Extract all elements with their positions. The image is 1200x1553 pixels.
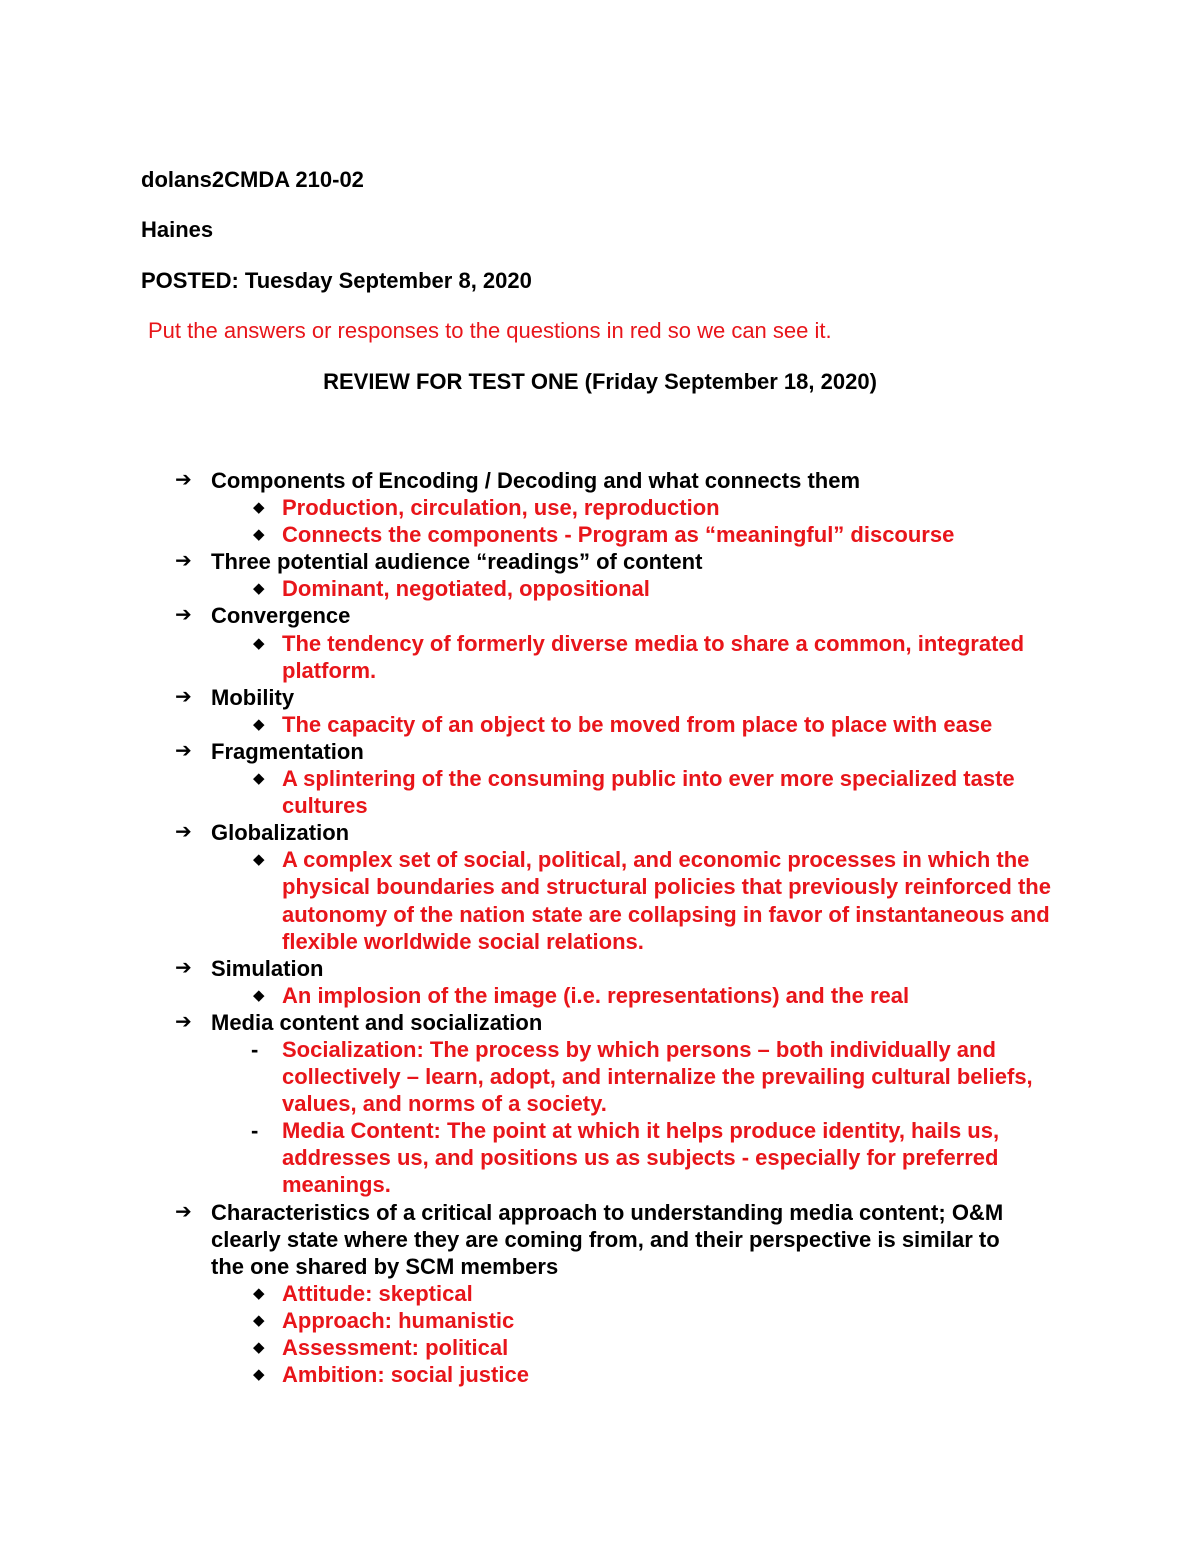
right-arrow-icon: ➔ bbox=[175, 685, 192, 708]
instructor-name: Haines bbox=[141, 217, 214, 242]
answer-item bbox=[0, 630, 1062, 684]
answer-item bbox=[0, 575, 1062, 602]
answer-item bbox=[0, 1361, 1062, 1388]
diamond-bullet-icon: ◆ bbox=[253, 1284, 265, 1302]
instruction-text: Put the answers or responses to the questions in red so we can see it. bbox=[148, 318, 832, 343]
answer-text: Approach: humanistic bbox=[282, 1307, 515, 1333]
answer-text: A splintering of the consuming public into ever more specialized taste cultures bbox=[282, 766, 1015, 819]
answer-item bbox=[0, 1334, 1062, 1361]
topic-item bbox=[0, 955, 1031, 982]
review-title: REVIEW FOR TEST ONE (Friday September 18, 2020) bbox=[323, 369, 877, 394]
topic-item bbox=[0, 819, 1031, 846]
diamond-bullet-icon: ◆ bbox=[253, 526, 265, 544]
answer-item bbox=[0, 521, 1062, 548]
topic-item bbox=[0, 1199, 1031, 1280]
answer-text: Media Content: The point at which it helps produce identity, hails us, addresses us, and positions us as subjects - especially for preferred meanings. bbox=[282, 1118, 1000, 1198]
answer-item bbox=[0, 982, 1062, 1009]
answer-text: Socialization: The process by which persons – both individually and collectively – learn, adopt, and internalize the prevailing cultural beliefs, values, and norms of a society. bbox=[282, 1036, 1033, 1117]
topic-item bbox=[0, 1009, 1031, 1036]
topic-label: Mobility bbox=[211, 684, 295, 710]
right-arrow-icon: ➔ bbox=[175, 1010, 192, 1033]
answer-item bbox=[0, 1117, 1062, 1198]
right-arrow-icon: ➔ bbox=[175, 550, 192, 573]
topic-label: Simulation bbox=[211, 955, 324, 981]
right-arrow-icon: ➔ bbox=[175, 739, 192, 762]
topic-label: Components of Encoding / Decoding and what connects them bbox=[211, 468, 861, 493]
diamond-bullet-icon: ◆ bbox=[253, 715, 265, 733]
topic-item bbox=[0, 684, 1031, 711]
course-line: dolans2CMDA 210-02 bbox=[141, 167, 364, 192]
answer-text: Assessment: political bbox=[282, 1335, 509, 1360]
topic-item bbox=[0, 738, 1031, 765]
right-arrow-icon: ➔ bbox=[175, 469, 192, 491]
answer-text: Ambition: social justice bbox=[282, 1362, 529, 1388]
topic-label: Media content and socialization bbox=[211, 1009, 543, 1035]
answer-text: A complex set of social, political, and economic processes in which the physical boundaries and structural policies that previously reinforced the autonomy of the nation state are collapsing in favor of instantaneous and flexible worldwide social relations. bbox=[282, 847, 1051, 954]
topic-label: Globalization bbox=[211, 820, 350, 846]
topic-item bbox=[0, 548, 1031, 575]
diamond-bullet-icon: ◆ bbox=[253, 1366, 265, 1384]
review-outline bbox=[0, 467, 1200, 1388]
posted-date: POSTED: Tuesday September 8, 2020 bbox=[141, 268, 532, 293]
answer-item bbox=[0, 711, 1062, 738]
diamond-bullet-icon: ◆ bbox=[253, 851, 265, 869]
right-arrow-icon: ➔ bbox=[175, 604, 192, 627]
diamond-bullet-icon: ◆ bbox=[253, 499, 265, 517]
right-arrow-icon: ➔ bbox=[175, 821, 192, 844]
right-arrow-icon: ➔ bbox=[175, 956, 192, 979]
answer-item bbox=[0, 846, 1062, 954]
answer-text: The tendency of formerly diverse media to share a common, integrated platform. bbox=[282, 630, 1025, 683]
answer-text: Production, circulation, use, reproduction bbox=[282, 495, 720, 521]
diamond-bullet-icon: ◆ bbox=[253, 580, 265, 598]
answer-item bbox=[0, 1036, 1062, 1117]
right-arrow-icon: ➔ bbox=[175, 1200, 192, 1223]
diamond-bullet-icon: ◆ bbox=[253, 634, 265, 652]
answer-text: An implosion of the image (i.e. representations) and the real bbox=[282, 982, 910, 1008]
answer-item bbox=[0, 1307, 1062, 1334]
diamond-bullet-icon: ◆ bbox=[253, 1311, 265, 1329]
diamond-bullet-icon: ◆ bbox=[253, 986, 265, 1004]
answer-text: Connects the components - Program as “meaningful” discourse bbox=[282, 522, 955, 548]
answer-text: Dominant, negotiated, oppositional bbox=[282, 576, 650, 602]
diamond-bullet-icon: ◆ bbox=[253, 1339, 265, 1356]
dash-bullet-icon: - bbox=[251, 1118, 259, 1144]
answer-text: The capacity of an object to be moved from place to place with ease bbox=[282, 711, 993, 737]
topic-item bbox=[0, 602, 1031, 629]
diamond-bullet-icon: ◆ bbox=[253, 770, 265, 788]
answer-item bbox=[0, 494, 1062, 521]
answer-item bbox=[0, 765, 1062, 819]
dash-bullet-icon: - bbox=[251, 1036, 259, 1062]
topic-label: Fragmentation bbox=[211, 738, 364, 764]
topic-label: Three potential audience “readings” of content bbox=[211, 549, 703, 575]
answer-item bbox=[0, 1280, 1062, 1307]
topic-item bbox=[0, 467, 1031, 494]
topic-label: Convergence bbox=[211, 603, 351, 629]
answer-text: Attitude: skeptical bbox=[282, 1280, 473, 1306]
topic-label: Characteristics of a critical approach to understanding media content; O&M clearly state where they are coming from, and their perspective is similar to the one shared by SCM members bbox=[211, 1199, 1004, 1279]
